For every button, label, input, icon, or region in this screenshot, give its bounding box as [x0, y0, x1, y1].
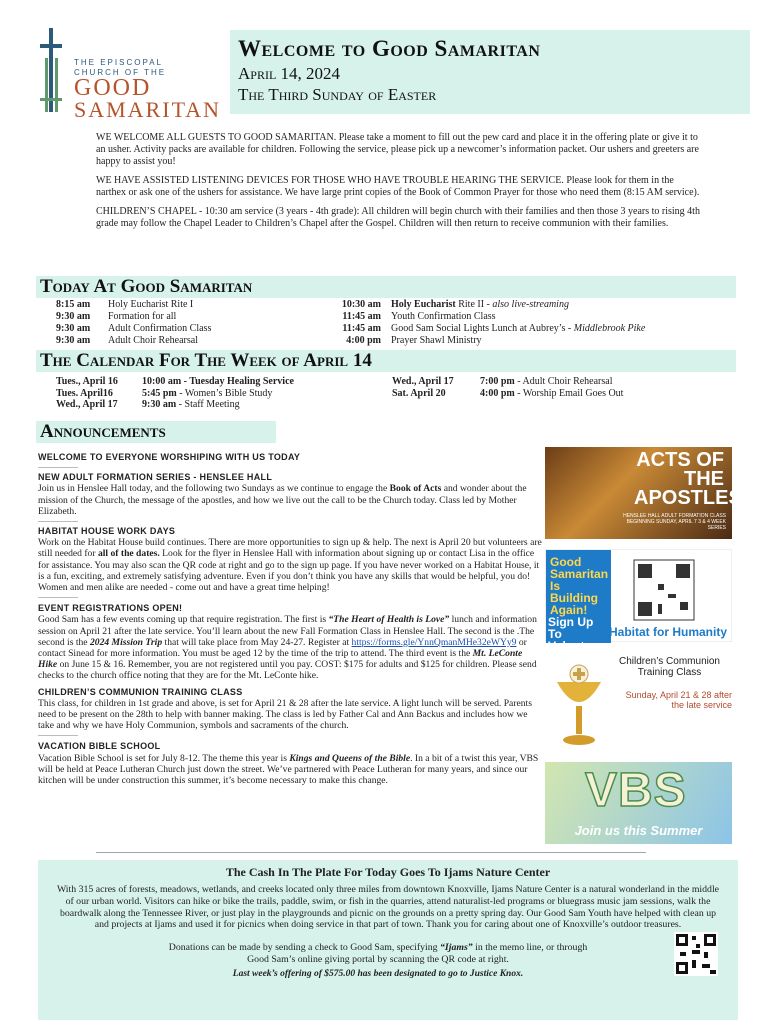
calendar-row: Sat. April 20 4:00 pm - Worship Email Goes Out — [392, 387, 624, 399]
schedule-row: 9:30 am Adult Choir Rehearsal — [56, 335, 198, 346]
listening-devices-text: WE HAVE ASSISTED LISTENING DEVICES FOR THOSE WHO HAVE TROUBLE HEARING THE SERVICE. Please look for them in the narthex or ask one of the ushers for assistance. We have large print copies of the Book of Common Prayer for those who need them (8:15 AM service). — [96, 175, 700, 198]
vbs-flyer — [545, 762, 732, 844]
acts-subtitle: HENSLEE HALL ADULT FORMATION CLASS BEGINNING SUNDAY, APRIL 7 3 & 4 WEEK SERIES — [623, 513, 726, 531]
communion-class-flyer — [545, 652, 732, 752]
liturgical-day: The Third Sunday of Easter — [238, 85, 437, 104]
schedule-row: 8:15 am Holy Eucharist Rite I — [56, 299, 194, 310]
acts-apostles-flyer — [545, 447, 742, 539]
logo-text-small: THE EPISCOPAL CHURCH OF THE — [74, 58, 167, 77]
qr-code-icon[interactable] — [674, 932, 718, 976]
cash-description: With 315 acres of forests, meadows, wetlands, and creeks located only three miles from downtown Knoxville, Ijams Nature Center is a natural wonderland in the middle of our urban world. Visitors can hike or bike the trails, paddle, swim, or fish in the quarries, attend naturalist-led programs or bluegrass music jam sessions, walk the boardwalk along the Tennessee River, or just play in the playgrounds and picnic on the grounds on a pretty spring day. Our Good Sam Youth have helped with clean up and projects at Ijams and used it for picnics when doing service in that part of town. Thank you for caring about one of Knoxville’s outdoor treasures. — [56, 884, 720, 931]
announcement-heading: CHILDREN’S COMMUNION TRAINING CLASS — [38, 686, 243, 697]
habitat-headline: Good Samaritan Is Building Again! — [550, 555, 609, 617]
schedule-row: 9:30 am Formation for all — [56, 311, 177, 322]
calendar-row: Tues., April 16 10:00 am - Tuesday Healing Service — [56, 376, 294, 387]
chalice-icon — [551, 662, 607, 748]
calendar-row: Wed., April 17 7:00 pm - Adult Choir Rehearsal — [392, 376, 613, 387]
calendar-left — [56, 376, 376, 411]
habitat-banner — [546, 550, 611, 653]
welcome-section — [96, 132, 706, 237]
divider — [96, 852, 646, 853]
childrens-chapel-text: CHILDREN’S CHAPEL - 10:30 am service (3 years - 4th grade): All children will begin church with their families and then those 3 years to rising 4th grade may follow the Chapel Leader to Children’s Chapel after the Gospel. Children will then return to receive communion with their families. — [96, 206, 700, 229]
announcement-text: This class, for children in 1st grade and above, is set for April 21 & 28 after the late service. A light lunch will be served. Parents need to be present on the 28th to help with banner making. The class is led by Father Cal and Ann Backus and includes how we take and why we have Holy Communion, symbols and sacraments of the church. — [38, 697, 532, 732]
service-date: April 14, 2024 — [238, 64, 341, 83]
header — [30, 18, 750, 122]
communion-class-date: Sunday, April 21 & 28 after the late service — [625, 690, 732, 710]
announcement-text: Vacation Bible School is set for July 8-12. The theme this year is Kings and Queens of the Bible. In a bit of a twist this year, VBS will be held at Peace Lutheran Church just down the street. We’ve partnered with Peace Lutheran for many years, and since our kitchen will be under construction this summer, it’s become necessary to make this change. — [38, 752, 539, 787]
calendar-right — [392, 376, 736, 399]
cross-icon — [38, 28, 64, 112]
acts-title: ACTS OF THE APOSTLES — [634, 449, 742, 509]
announcement-heading: HABITAT HOUSE WORK DAYS — [38, 526, 176, 537]
page-title: Welcome to Good Samaritan — [238, 36, 541, 61]
communion-class-title: Children’s Communion Training Class — [619, 656, 720, 678]
today-heading: Today At Good Samaritan — [36, 276, 736, 298]
welcome-guests-text: WE WELCOME ALL GUESTS TO GOOD SAMARITAN. Please take a moment to fill out the pew card and place it in the offering plate or give it to an usher. Activity packs are available for children. Following the service, please pick up a newcomer’s information packet. Our ushers and greeters are happy to assist you! — [96, 132, 699, 167]
church-logo — [38, 28, 228, 122]
calendar-heading: The Calendar For The Week of April 14 — [36, 350, 736, 372]
announcements-list — [38, 450, 543, 788]
divider — [38, 735, 78, 736]
calendar-row: Wed., April 17 9:30 am - Staff Meeting — [56, 399, 240, 410]
announcement-heading: VACATION BIBLE SCHOOL — [38, 741, 161, 752]
announcements-heading: Announcements — [36, 421, 276, 443]
vbs-tagline: Join us this Summer — [574, 823, 703, 838]
announcement-heading: NEW ADULT FORMATION SERIES - HENSLEE HALL — [38, 472, 273, 483]
divider — [38, 521, 78, 522]
schedule-row: 11:45 am Good Sam Social Lights Lunch at Aubrey’s - Middlebrook Pike — [342, 323, 646, 334]
last-week-offering: Last week’s offering of $575.00 has been designated to go to Justice Knox. — [232, 969, 524, 979]
schedule-row: 4:00 pm Prayer Shawl Ministry — [346, 335, 482, 346]
registration-link[interactable]: https://forms.gle/YnnQmanMHe32eWYy9 — [351, 636, 517, 648]
habitat-logo: Habitat for Humanity — [608, 625, 727, 639]
announcement-heading: WELCOME TO EVERYONE WORSHIPING WITH US TODAY — [38, 452, 301, 462]
schedule-row: 11:45 am Youth Confirmation Class — [342, 311, 496, 322]
divider — [38, 597, 78, 598]
title-banner — [230, 30, 750, 114]
calendar-row: Tues. April16 5:45 pm - Women’s Bible Study — [56, 387, 273, 399]
divider — [38, 467, 78, 468]
today-left-schedule — [56, 299, 326, 347]
logo-text-good: GOOD — [74, 75, 152, 101]
announcement-heading: EVENT REGISTRATIONS OPEN! — [38, 603, 183, 614]
donation-instructions: Donations can be made by sending a check to Good Sam, specifying “Ijams” in the memo line, or through Good Sam’s online giving portal by scanning the QR code at right. — [168, 942, 588, 965]
habitat-signup: Sign Up To Volunteer — [548, 615, 603, 653]
cash-in-plate-section — [38, 860, 738, 1020]
vbs-logo: VBS — [585, 764, 687, 817]
announcement-text: Good Sam has a few events coming up that require registration. The first is “The Heart of Health is Love” lunch and information session on April 21 after the late service. You’ll learn about the new Fall Formation Class in Henslee Hall. The second is the .The second is the 2024 Mission Trip that will take place from May 24-27. Register at https://forms.gle/YnnQmanMHe32eWYy9 or contact Sinead for more information. You must be aged 12 by the time of the trip to attend. The third event is the Mt. LeConte Hike on June 15 & 16. Remember, you are not registered until you pay. COST: $175 for adults and $125 for children. Please send checks to the church office noting that they are for the Mt. LeConte hike. — [38, 614, 537, 682]
schedule-row: 9:30 am Adult Confirmation Class — [56, 323, 212, 334]
today-right-schedule — [326, 299, 736, 347]
logo-text-samaritan: SAMARITAN — [74, 97, 222, 122]
announcement-text: Work on the Habitat House build continues. There are more opportunities to sign up & help. The next is April 20 but volunteers are still needed for all of the dates. Look for the flyer in Henslee Hall with information about signing up or contact Lisa in the office for assistance. You may also scan the QR code at right and go to the sign up page. If you have never worked on a Habitat House, it is a fun, exciting, and extremely satisfying adventure. Even if you don’t think you have any skills that would be helpful, you do! Women and men alike are needed - come out and have a great time helping! — [38, 537, 542, 594]
habitat-flyer — [545, 549, 732, 653]
schedule-row: 10:30 am Holy Eucharist Rite II - also live-streaming — [341, 299, 569, 310]
announcement-text: Join us in Henslee Hall today, and the following two Sundays as we continue to engage the Book of Acts and wonder about the mission of the Church, the message of the apostles, and how we live out the call to be the Church today. Class led by Mother Elizabeth. — [38, 483, 527, 517]
cash-title: The Cash In The Plate For Today Goes To Ijams Nature Center — [225, 865, 551, 879]
